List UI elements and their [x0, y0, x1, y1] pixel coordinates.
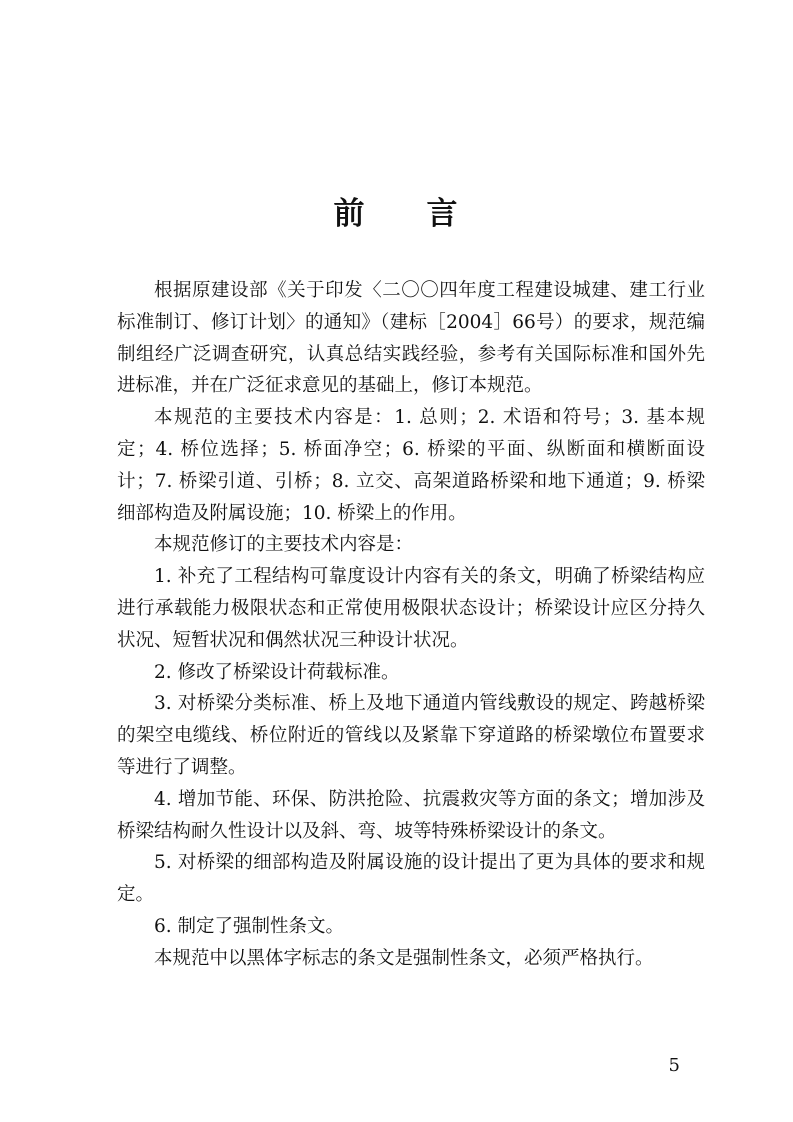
paragraph-revision-item-3: 3. 对桥梁分类标准、桥上及地下通道内管线敷设的规定、跨越桥梁的架空电缆线、桥位附近的管线以及紧靠下穿道路的桥梁墩位布置要求等进行了调整。 [117, 693, 705, 778]
paragraph-mandatory-note: 本规范中以黑体字标志的条文是强制性条文，必须严格执行。 [154, 947, 654, 969]
paragraph-revision-heading: 本规范修订的主要技术内容是： [154, 534, 414, 556]
paragraph-revision-item-4: 4. 增加节能、环保、防洪抢险、抗震救灾等方面的条文；增加涉及桥梁结构耐久性设计以及斜、弯、坡等特殊桥梁设计的条文。 [117, 788, 705, 842]
paragraph-revision-item-2: 2. 修改了桥梁设计荷载标准。 [154, 661, 400, 683]
paragraph-intro: 根据原建设部《关于印发〈二〇〇四年度工程建设城建、建工行业标准制订、修订计划〉的通知》（建标［2004］66号）的要求，规范编制组经广泛调查研究，认真总结实践经验，参考有关国际标准和国外先进标准，并在广泛征求意见的基础上，修订本规范。 [117, 280, 705, 397]
title-char-1: 前 [333, 196, 367, 232]
preface-body [117, 275, 705, 975]
paragraph-revision-item-6: 6. 制定了强制性条文。 [154, 915, 345, 937]
paragraph-main-content: 本规范的主要技术内容是：1. 总则；2. 术语和符号；3. 基本规定；4. 桥位选择；5. 桥面净空；6. 桥梁的平面、纵断面和横断面设计；7. 桥梁引道、引桥；8. 立交、高架道路桥梁和地下通道；9. 桥梁细部构造及附属设施；10. 桥梁上的作用。 [117, 407, 705, 524]
page-number: 5 [668, 1055, 680, 1076]
paragraph-revision-item-1: 1. 补充了工程结构可靠度设计内容有关的条文，明确了桥梁结构应进行承载能力极限状态和正常使用极限状态设计；桥梁设计应区分持久状况、短暂状况和偶然状况三种设计状况。 [117, 566, 705, 651]
title-char-2: 言 [426, 196, 460, 232]
page-title [0, 192, 793, 236]
paragraph-revision-item-5: 5. 对桥梁的细部构造及附属设施的设计提出了更为具体的要求和规定。 [117, 852, 705, 906]
